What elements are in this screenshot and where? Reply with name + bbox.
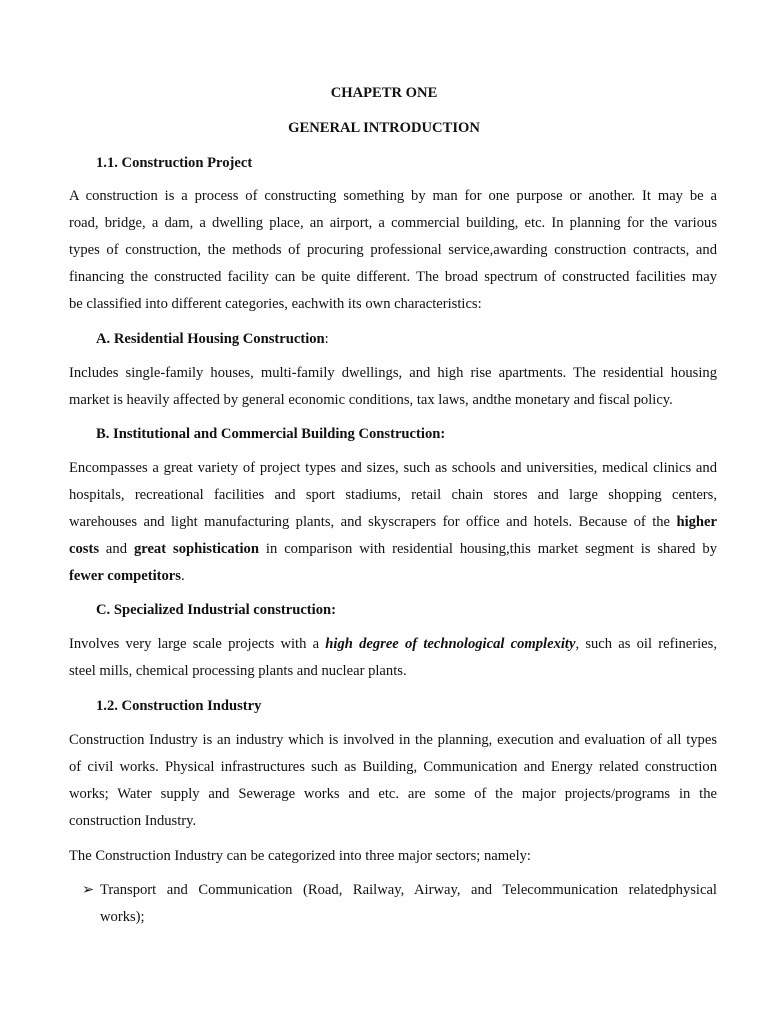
paragraph-line — [69, 540, 717, 558]
sectors-intro: The Construction Industry can be categorized into three major sectors; namely: — [69, 848, 531, 864]
bullet-item-line: works); — [100, 909, 145, 925]
paragraph-line: road, bridge, a dam, a dwelling place, an airport, a commercial building, etc. In planning for the various — [69, 215, 717, 231]
paragraph-line: Encompasses a great variety of project types and sizes, such as schools and universities, medical clinics and — [69, 460, 717, 476]
paragraph-line: of civil works. Physical infrastructures such as Building, Communication and Energy related construction — [69, 759, 717, 775]
section-b-heading: B. Institutional and Commercial Building Construction: — [96, 426, 446, 442]
emphasis-higher: higher — [676, 514, 717, 530]
emphasis-technological-complexity: high degree of technological complexity — [325, 636, 576, 652]
emphasis-fewer-competitors: fewer competitors — [69, 568, 181, 584]
text-run: in comparison with residential housing,this market segment is shared by — [258, 541, 717, 557]
section-a-colon: : — [324, 331, 329, 347]
text-run: warehouses and light manufacturing plants, and skyscrapers for office and hotels. Because of the — [69, 514, 677, 530]
section-1-2-heading: 1.2. Construction Industry — [96, 698, 262, 714]
section-1-1-heading: 1.1. Construction Project — [96, 155, 253, 171]
paragraph-line: works; Water supply and Sewerage works and etc. are some of the major projects/programs in the — [69, 786, 717, 802]
paragraph-line: hospitals, recreational facilities and sport stadiums, retail chain stores and large shopping centers, — [69, 487, 717, 503]
bullet-item-line: Transport and Communication (Road, Railway, Airway, and Telecommunication relatedphysical — [100, 882, 717, 898]
paragraph-line: market is heavily affected by general economic conditions, tax laws, andthe monetary and fiscal policy. — [69, 392, 673, 408]
paragraph-line: steel mills, chemical processing plants and nuclear plants. — [69, 663, 407, 679]
paragraph-line: be classified into different categories, eachwith its own characteristics: — [69, 296, 482, 312]
emphasis-great-sophistication: great sophistication — [133, 541, 259, 557]
emphasis-costs: costs — [69, 541, 99, 557]
text-run: Involves very large scale projects with a — [69, 636, 326, 652]
paragraph-line — [69, 513, 717, 531]
text-run: . — [180, 568, 185, 584]
paragraph-line: types of construction, the methods of procuring professional service,awarding construction contracts, and — [69, 242, 717, 258]
paragraph-line: construction Industry. — [69, 813, 197, 829]
paragraph-line: A construction is a process of constructing something by man for one purpose or another. It may be a — [69, 188, 717, 204]
section-a-title: A. Residential Housing Construction — [96, 331, 325, 347]
main-title: GENERAL INTRODUCTION — [288, 120, 480, 136]
text-run: , such as oil refineries, — [575, 636, 717, 652]
paragraph-line — [69, 635, 717, 653]
paragraph-line: Construction Industry is an industry which is involved in the planning, execution and evaluation of all types — [69, 732, 717, 748]
text-run: and — [99, 541, 134, 557]
paragraph-line — [69, 567, 717, 585]
paragraph-line: Includes single-family houses, multi-family dwellings, and high rise apartments. The residential housing — [69, 365, 717, 381]
section-c-heading: C. Specialized Industrial construction: — [96, 602, 336, 618]
section-a-heading — [96, 330, 744, 348]
paragraph-line: financing the constructed facility can be quite different. The broad spectrum of constructed facilities may — [69, 269, 717, 285]
chapter-title: CHAPETR ONE — [330, 85, 438, 101]
arrow-bullet-icon: ➢ — [82, 882, 95, 898]
